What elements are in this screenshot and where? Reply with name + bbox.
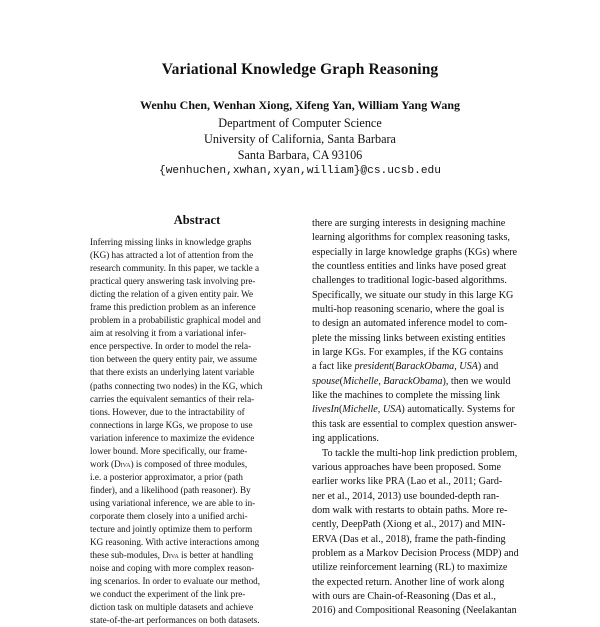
affiliation-location: Santa Barbara, CA 93106: [237, 148, 363, 162]
intro-line: multi-hop reasoning scenario, where the goal is: [312, 304, 505, 316]
paper-title: Variational Knowledge Graph Reasoning: [161, 61, 439, 78]
abstract-line: problem in a probabilistic graphical model and: [90, 315, 261, 326]
intro-line: dom walk with restarts to obtain paths. More re-: [312, 504, 508, 516]
intro-line: the countless entities and links have posed great: [312, 261, 507, 273]
abstract-line: ence perspective. In order to model the rela-: [90, 341, 252, 352]
intro-line: the expected return. Another line of work along: [312, 576, 505, 588]
abstract-line: frame this prediction problem as an inference: [90, 302, 256, 313]
abstract-line: tecture and jointly optimize them to perform: [90, 524, 253, 535]
introduction-body: [312, 217, 533, 619]
abstract-line: tion between the query entity pair, we assume: [90, 354, 257, 365]
abstract-line: KG reasoning. With active interactions among: [90, 537, 260, 548]
intro-line: a fact like president(BarackObama, USA) and: [312, 361, 499, 373]
intro-line: there are surging interests in designing machine: [312, 218, 506, 229]
intro-line: this task are essential to complex question answer-: [312, 418, 517, 430]
abstract-line: Inferring missing links in knowledge graphs: [90, 237, 252, 247]
abstract-line: these sub-modules, Diva is better at handling: [90, 550, 254, 561]
abstract-line: variation inference to maximize the evidence: [90, 432, 255, 443]
intro-line: learning algorithms for complex reasoning tasks,: [312, 232, 510, 244]
abstract-line: i.e. a posterior approximator, a prior (path: [90, 471, 243, 482]
intro-line: especially in large knowledge graphs (KGs) where: [312, 246, 518, 258]
intro-line: to design an automated inference model to com-: [312, 318, 508, 330]
intro-line: plete the missing links between existing entities: [312, 332, 506, 344]
affiliation-department: Department of Computer Science: [218, 116, 382, 130]
abstract-line: (paths connecting two nodes) in the KG, which: [90, 380, 263, 391]
abstract-line: tions. However, due to the intractability of: [90, 406, 245, 417]
abstract-line: connections in large KGs, we propose to use: [90, 419, 253, 430]
intro-line: with ours are Chain-of-Reasoning (Das et al.,: [312, 590, 496, 602]
intro-line: ing applications.: [312, 433, 379, 445]
author-emails: {wenhuchen,xwhan,xyan,william}@cs.ucsb.edu: [159, 165, 441, 177]
abstract-line: using variational inference, we are able to in-: [90, 497, 256, 508]
author-list: Wenhu Chen, Wenhan Xiong, Xifeng Yan, William Yang Wang: [140, 98, 460, 112]
intro-line: in large KGs. For examples, if the KG contains: [312, 347, 504, 359]
abstract-line: practical query answering task involving pre-: [90, 276, 256, 287]
abstract-line: lower bound. More specifically, our frame-: [90, 445, 248, 456]
abstract-line: that there exists an underlying latent variable: [90, 367, 255, 378]
abstract-line: aim at resolving it from a variational infer-: [90, 328, 247, 339]
intro-line: problem as a Markov Decision Process (MDP) and: [312, 547, 519, 559]
abstract-line: research community. In this paper, we tackle a: [90, 263, 260, 274]
abstract-line: finder), and a likelihood (path reasoner). By: [90, 484, 251, 495]
intro-line: ERVA (Das et al., 2018), frame the path-finding: [312, 533, 506, 545]
intro-line: utilize reinforcement learning (RL) to maximize: [312, 562, 508, 574]
intro-line: various approaches have been proposed. Some: [312, 461, 501, 473]
abstract-line: dicting the relation of a given entity pair. We: [90, 289, 254, 300]
abstract-line: we conduct the experiment of the link pre-: [90, 589, 246, 600]
abstract-line: state-of-the-art performances on both datasets.: [90, 615, 260, 626]
abstract-heading: Abstract: [173, 213, 221, 227]
abstract-line: corporate them closely into a unified archi-: [90, 510, 248, 521]
intro-line: challenges to traditional logic-based algorithms.: [312, 275, 507, 287]
abstract-body: [90, 236, 304, 627]
intro-line: like the machines to complete the missing link: [312, 390, 501, 402]
intro-line: spouse(Michelle, BarackObama), then we would: [312, 375, 511, 387]
intro-line: cently, DeepPath (Xiong et al., 2017) and MIN-: [312, 519, 506, 531]
intro-line: ner et al., 2014, 2013) use bounded-depth ran-: [312, 490, 500, 502]
intro-line: earlier works like PRA (Lao et al., 2011; Gard-: [312, 476, 503, 488]
affiliation-university: University of California, Santa Barbara: [204, 132, 396, 146]
abstract-line: noise and coping with more complex reason-: [90, 563, 255, 574]
intro-line: 2016) and Compositional Reasoning (Neelakantan: [312, 605, 517, 617]
intro-line: Specifically, we situate our study in this large KG: [312, 289, 514, 301]
intro-line: livesIn(Michelle, USA) automatically. Systems for: [312, 404, 515, 416]
abstract-line: work (Diva) is composed of three modules,: [90, 458, 248, 469]
abstract-line: carries the equivalent semantics of their rela-: [90, 393, 255, 404]
intro-line: To tackle the multi-hop link prediction problem,: [322, 447, 518, 459]
abstract-line: ing scenarios. In order to evaluate our method,: [90, 576, 261, 587]
abstract-line: diction task on multiple datasets and achieve: [90, 602, 254, 613]
abstract-line: (KG) has attracted a lot of attention from the: [90, 250, 254, 261]
